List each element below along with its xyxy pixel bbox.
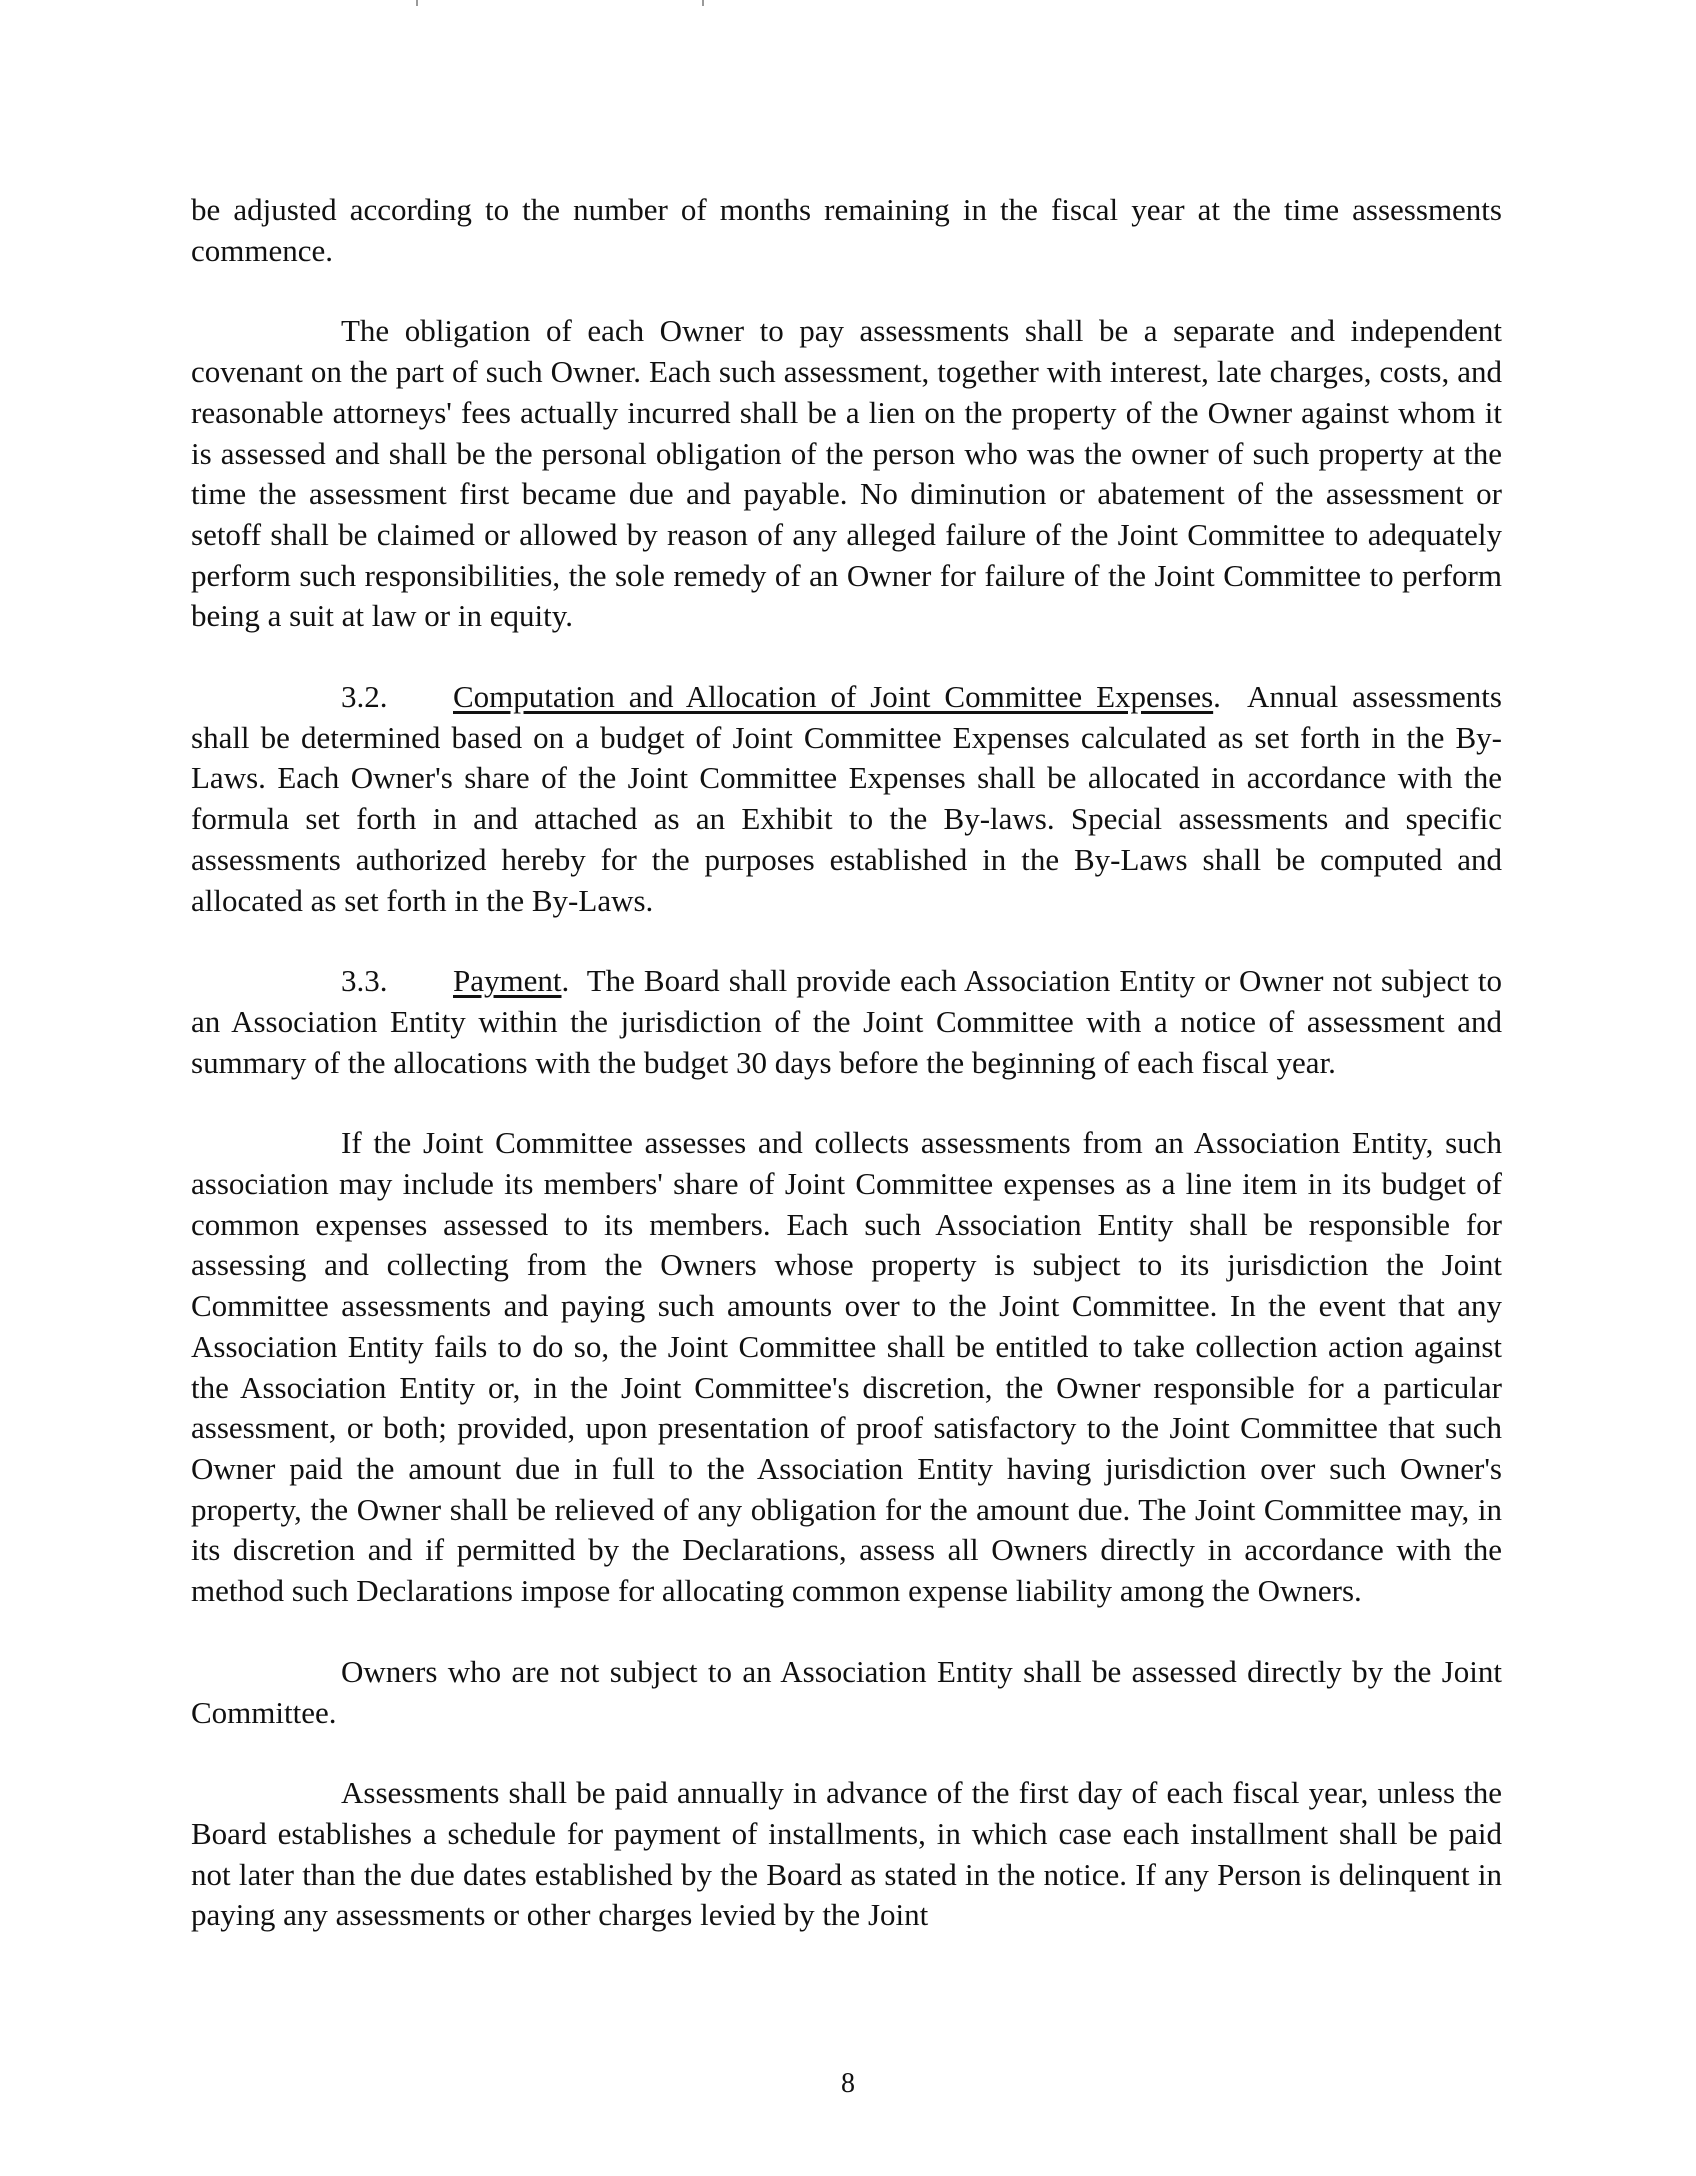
paragraph-continuation: be adjusted according to the number of months remaining in the fiscal year at the time assessments commence. <box>191 192 1502 268</box>
paragraph-owner-obligation: The obligation of each Owner to pay assessments shall be a separate and independent covenant on the part of such Owner. Each such assessment, together with interest, late charges, costs, and reasonable attorneys' fees actually incurred shall be a lien on the property of the Owner against whom it is assessed and shall be the personal obligation of the person who was the owner of such property at the time the assessment first became due and payable. No diminution or abatement of the assessment or setoff shall be claimed or allowed by reason of any alleged failure of the Joint Committee to adequately perform such responsibilities, the sole remedy of an Owner for failure of the Joint Committee to perform being a suit at law or in equity. <box>191 313 1502 634</box>
section-3-3 <box>191 961 1502 1083</box>
section-title: Computation and Allocation of Joint Committee Expenses <box>453 679 1214 715</box>
section-title-punct: . <box>1213 679 1221 715</box>
section-3-2 <box>191 677 1502 921</box>
section-number: 3.2. <box>341 679 388 715</box>
page-number: 8 <box>841 2068 855 2099</box>
section-title: Payment <box>453 963 562 999</box>
section-body: The Board shall provide each Association Entity or Owner not subject to an Association Entity within the jurisdiction of the Joint Committee with a notice of assessment and summary of the allocations with the budget 30 days before the beginning of each fiscal year. <box>191 963 1502 1080</box>
paragraph-annual-payment: Assessments shall be paid annually in advance of the first day of each fiscal year, unless the Board establishes a schedule for payment of installments, in which case each installment shall be paid not later than the due dates established by the Board as stated in the notice. If any Person is delinquent in paying any assessments or other charges levied by the Joint <box>191 1775 1502 1933</box>
section-body: Annual assessments shall be determined based on a budget of Joint Committee Expenses calculated as set forth in the By-Laws. Each Owner's share of the Joint Committee Expenses shall be allocated in accordance with the formula set forth in and attached as an Exhibit to the By-laws. Special assessments and specific assessments authorized hereby for the purposes established in the By-Laws shall be computed and allocated as set forth in the By-Laws. <box>191 679 1502 918</box>
paragraph-direct-assessment: Owners who are not subject to an Association Entity shall be assessed directly by the Joint Committee. <box>191 1653 1502 1730</box>
section-title-punct: . <box>561 963 570 999</box>
paragraph-association-collection: If the Joint Committee assesses and collects assessments from an Association Entity, such association may include its members' share of Joint Committee expenses as a line item in its budget of common expenses assessed to its members. Each such Association Entity shall be responsible for assessing and collecting from the Owners whose property is subject to its jurisdiction the Joint Committee assessments and paying such amounts over to the Joint Committee. In the event that any Association Entity fails to do so, the Joint Committee shall be entitled to take collection action against the Association Entity or, in the Joint Committee's discretion, the Owner responsible for a particular assessment, or both; provided, upon presentation of proof satisfactory to the Joint Committee that such Owner paid the amount due in full to the Association Entity having jurisdiction over such Owner's property, the Owner shall be relieved of any obligation for the amount due. The Joint Committee may, in its discretion and if permitted by the Declarations, assess all Owners directly in accordance with the method such Declarations impose for allocating common expense liability among the Owners. <box>191 1125 1502 1609</box>
scan-artifact-marks <box>416 0 706 6</box>
section-number: 3.3. <box>341 963 388 999</box>
document-body <box>191 190 1502 1976</box>
